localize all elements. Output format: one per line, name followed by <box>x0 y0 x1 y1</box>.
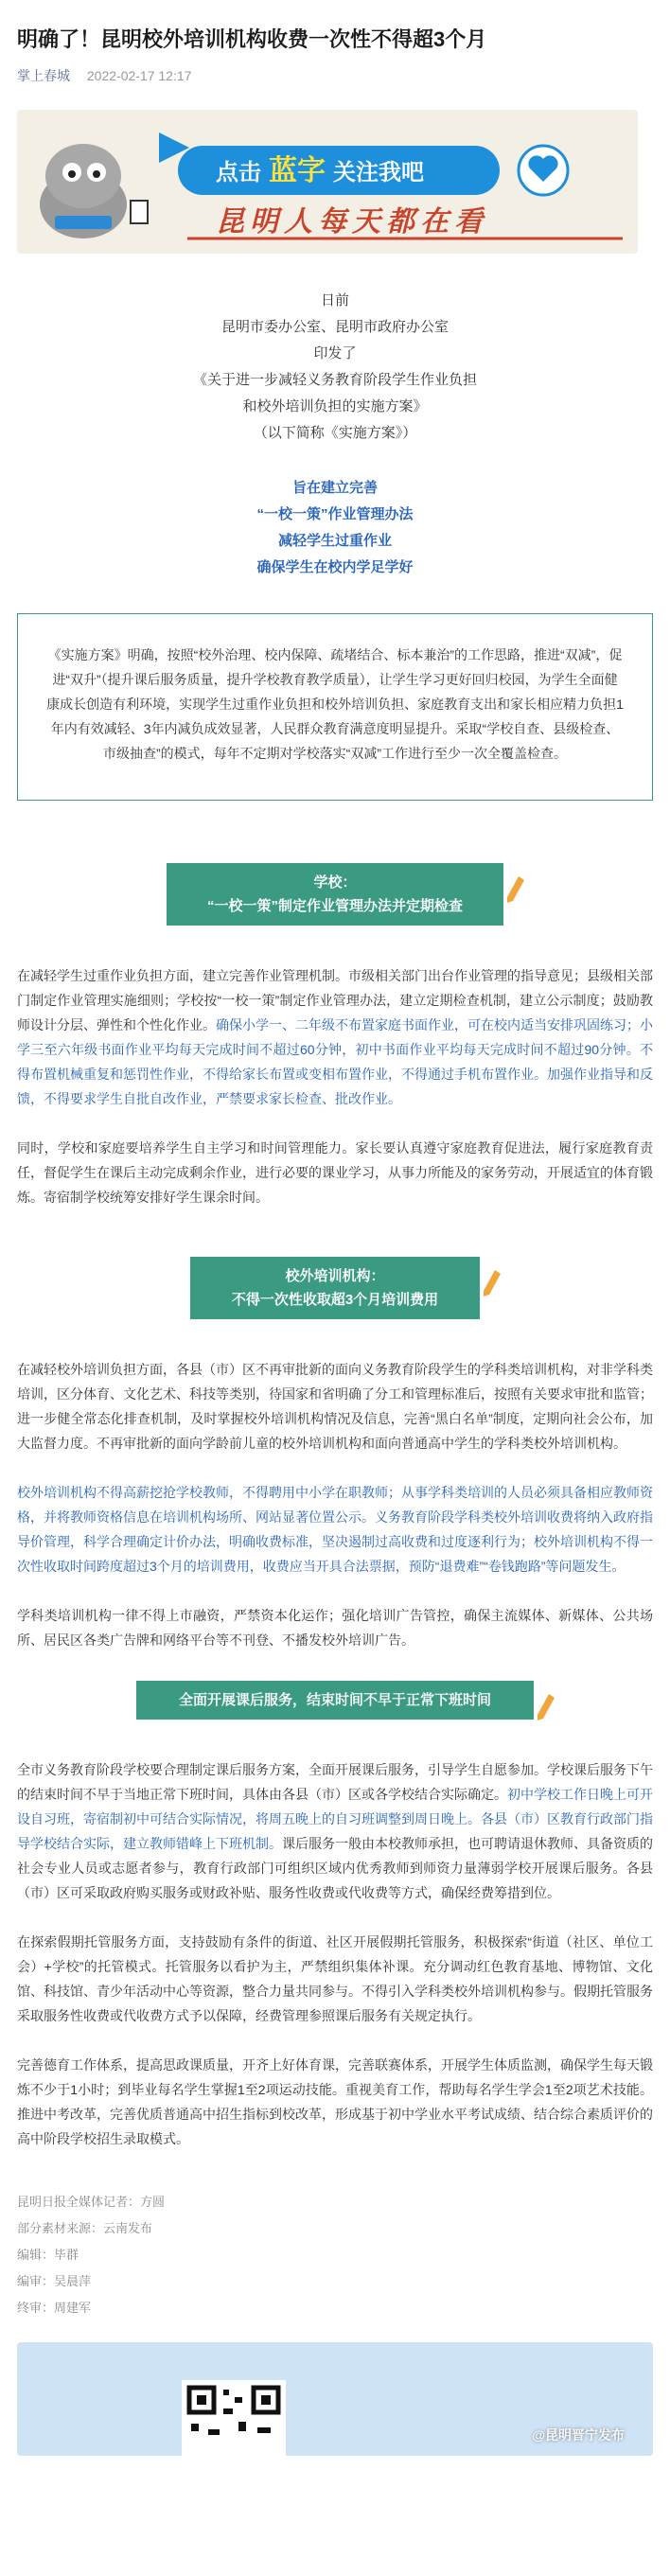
paragraph <box>17 1603 653 1652</box>
section-tag-line: 全面开展课后服务，结束时间不早于正常下班时间 <box>178 1692 491 1708</box>
summary-box <box>17 613 653 801</box>
paragraph-emphasis: 初中学校工作日晚上可开设自习班，寄宿制初中可结合实际情况，将周五晚上的自习班调整到周日晚上。各县（市）区教育行政部门指导学校结合实际，建立教师错峰上下班机制。 <box>17 1787 653 1851</box>
highlight-line: 减轻学生过重作业 <box>277 533 392 549</box>
paragraph-emphasis: 确保小学一、二年级不布置家庭书面作业，可在校内适当安排巩固练习；小学三至六年级书面作业平均每天完成时间不超过60分钟，初中书面作业平均每天完成时间不超过90分钟。不得布置机械重复和惩罚性作业，不得给家长布置或变相布置作业，不得通过手机布置作业。加强作业指导和反馈，不得要求学生自批自改作业，严禁要求家长检查、批改作业。 <box>17 1017 653 1106</box>
intro-block <box>17 288 653 447</box>
pencil-icon <box>538 1694 555 1720</box>
intro-line: 印发了 <box>313 345 357 362</box>
paragraph-emphasis: 校外培训机构不得高薪挖抢学校教师，不得聘用中小学在职教师；从事学科类培训的人员必须具备相应教师资格，并将教师资格信息在培训机构场所、网站显著位置公示。义务教育阶段学科类校外培训收费将纳入政府指导价管理，科学合理确定计价办法，明确收费标准，坚决遏制过高收费和过度逐利行为；校外培训机构不得一次性收取时间跨度超过3个月的培训费用，收费应当开具合法票据，预防“退费难”“卷钱跑路”等问题发生。 <box>17 1485 653 1574</box>
watermark: @昆明晋宁发布 <box>532 2427 625 2443</box>
intro-line: （以下简称《实施方案》） <box>253 425 417 441</box>
author-link[interactable]: 掌上春城 <box>17 68 70 83</box>
intro-line: 和校外培训负担的实施方案》 <box>242 398 428 415</box>
highlight-line: “一校一策”作业管理办法 <box>256 506 414 522</box>
section-tag-school <box>167 863 503 926</box>
section-tag-training <box>190 1257 480 1319</box>
paragraph <box>17 1136 653 1209</box>
paragraph <box>17 1357 653 1456</box>
credit-line: 编审：吴晨萍 <box>17 2274 92 2288</box>
credits <box>17 2189 653 2321</box>
paragraph-text: 在减轻校外培训负担方面，各县（市）区不再审批新的面向义务教育阶段学生的学科类培训机构，对非学科类培训，区分体育、文化艺术、科技等类别，待国家和省明确了分工和管理标准后，按照有关要求审批和监管；进一步健全常态化排查机制，及时掌握校外培训机构情况及信息，完善“黑白名单”制度，定期向社会公布，加大监督力度。不再审批新的面向学龄前儿童的校外培训机构和面向普通高中学生的学科类校外培训机构。 <box>17 1362 653 1451</box>
section-tag-line: 校外培训机构： <box>285 1268 385 1284</box>
summary-text: 《实施方案》明确，按照“校外治理、校内保障、疏堵结合、标本兼治”的工作思路，推进“双减”，促进“双升”（提升课后服务质量，提升学校教育教学质量），让学生学习更好回归校园，为学生全面健康成长创造有利环境，实现学生过重作业负担和校外培训负担、家庭教育支出和家长相应精力负担1年内有效减轻、3年内减负成效显著，人民群众教育满意度明显提升。采取“学校自查、县级检查、市级抽查”的模式，每年不定期对学校落实“双减”工作进行至少一次全覆盖检查。 <box>46 647 624 761</box>
pencil-icon <box>507 876 524 903</box>
paragraph-text: 全市义务教育阶段学校要合理制定课后服务方案，全面开展课后服务，引导学生自愿参加。学校课后服务下午的结束时间不早于当地正常下班时间，具体由各县（市）区或各学校结合实际确定。 <box>17 1762 653 1802</box>
credit-line: 编辑：毕群 <box>17 2248 79 2262</box>
paragraph <box>17 2053 653 2151</box>
credit-line: 昆明日报全媒体记者：方圆 <box>17 2195 166 2209</box>
credit-line: 终审：周建军 <box>17 2301 92 2315</box>
paragraph-text: 在探索假期托管服务方面，支持鼓励有条件的街道、社区开展假期托管服务，积极探索“街道（社区、单位工会）+学校”的托管模式。托管服务以看护为主，严禁组织集体补课。充分调动红色教育基地、博物馆、文化馆、科技馆、青少年活动中心等资源，整合力量共同参与。不得引入学科类校外培训机构参与。假期托管服务采取服务性收费或代收费方式予以保障，经费管理参照课后服务有关规定执行。 <box>17 1934 653 2023</box>
section-tag-line: 不得一次性收取超3个月培训费用 <box>231 1292 439 1308</box>
highlight-line: 确保学生在校内学足学好 <box>256 559 414 575</box>
article-title: 明确了！昆明校外培训机构收费一次性不得超3个月 <box>17 27 487 51</box>
highlight-block <box>17 475 653 581</box>
paragraph <box>17 1757 653 1905</box>
banner-graphic <box>17 110 638 254</box>
banner-line2: 昆明人每天都在看 <box>216 206 488 238</box>
qr-card[interactable] <box>17 2342 653 2456</box>
pencil-icon <box>484 1270 501 1297</box>
paragraph-text: 同时，学校和家庭要培养学生自主学习和时间管理能力。家长要认真遵守家庭教育促进法，履行家庭教育责任，督促学生在课后主动完成剩余作业，进行必要的课业学习，从事力所能及的家务劳动，开展适宜的体育锻炼。寄宿制学校统筹安排好学生课余时间。 <box>17 1140 653 1205</box>
paragraph <box>17 1930 653 2028</box>
intro-line: 昆明市委办公室、昆明市政府办公室 <box>220 319 449 335</box>
intro-line: 日前 <box>320 292 349 309</box>
paragraph <box>17 1480 653 1579</box>
publish-date: 2022-02-17 12:17 <box>86 68 192 83</box>
banner-line1: 点击 蓝字 关注我吧 <box>216 155 424 186</box>
section-tag-after-school <box>136 1681 534 1720</box>
section-tag-line: 学校： <box>313 874 357 891</box>
paragraph-text: 在减轻学生过重作业负担方面，建立完善作业管理机制。市级相关部门出台作业管理的指导意见；县级相关部门制定作业管理实施细则；学校按“一校一策”制定作业管理办法，建立定期检查机制，建立公示制度；鼓励教师设计分层、弹性和个性化作业。 <box>17 968 653 1032</box>
article-meta <box>17 66 653 85</box>
qr-code-icon[interactable] <box>182 2380 286 2456</box>
paragraph <box>17 963 653 1111</box>
paragraph-text: 完善德育工作体系，提高思政课质量，开齐上好体育课，完善联赛体系，开展学生体质监测，确保学生每天锻炼不少于1小时；到毕业每名学生掌握1至2项运动技能。重视美育工作，帮助每名学生学会1至2项艺术技能。推进中考改革，完善优质普通高中招生指标到校改革，形成基于初中学业水平考试成绩、结合综合素质评价的高中阶段学校招生录取模式。 <box>17 2057 653 2146</box>
section-tag-line: “一校一策”制定作业管理办法并定期检查 <box>206 898 463 914</box>
credit-line: 部分素材来源：云南发布 <box>17 2221 153 2235</box>
highlight-line: 旨在建立完善 <box>291 480 378 496</box>
paragraph-text: 学科类培训机构一律不得上市融资，严禁资本化运作；强化培训广告管控，确保主流媒体、新媒体、公共场所、居民区各类广告牌和网络平台等不刊登、不播发校外培训广告。 <box>17 1608 653 1648</box>
paragraph-text: 课后服务一般由本校教师承担，也可聘请退休教师、具备资质的社会专业人员或志愿者参与，教育行政部门可组织区域内优秀教师到师资力量薄弱学校开展课后服务。各县（市）区可采取政府购买服务或财政补贴、服务性收费或代收费等方式，确保经费筹措到位。 <box>17 1836 653 1900</box>
follow-banner[interactable] <box>17 110 638 254</box>
intro-line: 《关于进一步减轻义务教育阶段学生作业负担 <box>192 372 477 388</box>
